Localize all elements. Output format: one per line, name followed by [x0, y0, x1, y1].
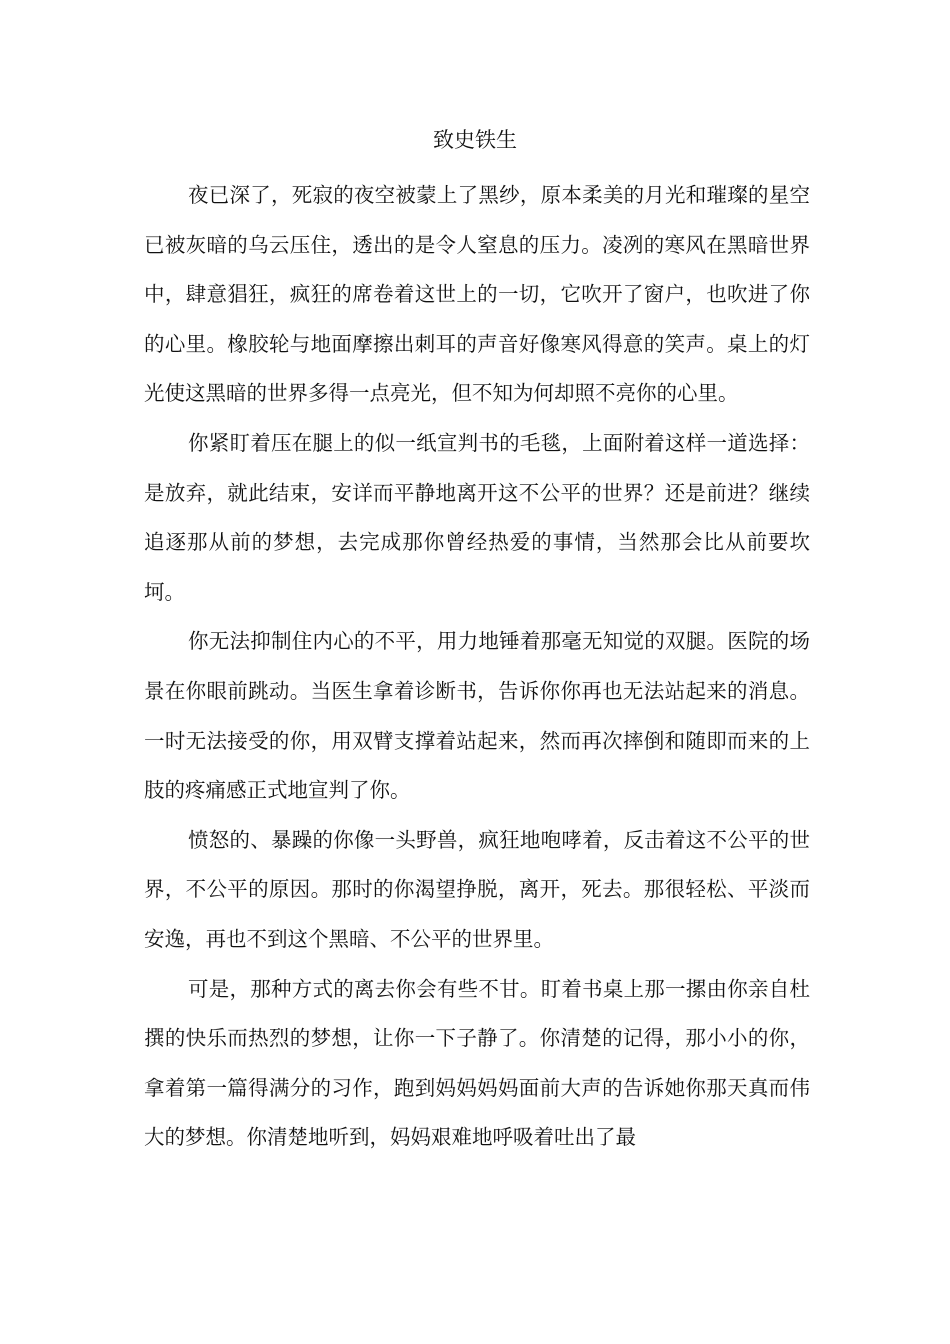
paragraph-4: 愤怒的、暴躁的你像一头野兽，疯狂地咆哮着，反击着这不公平的世界，不公平的原因。那时的你渴望挣脱，离开，死去。那很轻松、平淡而安逸，再也不到这个黑暗、不公平的世界里。	[144, 827, 810, 951]
paragraph-1: 夜已深了，死寂的夜空被蒙上了黑纱，原本柔美的月光和璀璨的星空已被灰暗的乌云压住，透出的是令人窒息的压力。凌冽的寒风在黑暗世界中，肆意猖狂，疯狂的席卷着这世上的一切，它吹开了窗户，也吹进了你的心里。橡胶轮与地面摩擦出刺耳的声音好像寒风得意的笑声。桌上的灯光使这黑暗的世界多得一点亮光，但不知为何却照不亮你的心里。	[144, 183, 810, 406]
paragraph-2: 你紧盯着压在腿上的似一纸宣判书的毛毯，上面附着这样一道选择：是放弃，就此结束，安详而平静地离开这不公平的世界？还是前进？继续追逐那从前的梦想，去完成那你曾经热爱的事情，当然那会比从前要坎坷。	[144, 430, 810, 604]
document-title: 致史铁生	[433, 128, 517, 152]
paragraph-3: 你无法抑制住内心的不平，用力地锤着那毫无知觉的双腿。医院的场景在你眼前跳动。当医生拿着诊断书，告诉你你再也无法站起来的消息。一时无法接受的你，用双臂支撑着站起来，然而再次摔倒和随即而来的上肢的疼痛感正式地宣判了你。	[144, 629, 810, 803]
document-body	[144, 171, 810, 1163]
paragraph-5: 可是，那种方式的离去你会有些不甘。盯着书桌上那一摞由你亲自杜撰的快乐而热烈的梦想，让你一下子静了。你清楚的记得，那小小的你，拿着第一篇得满分的习作，跑到妈妈妈妈面前大声的告诉她你那天真而伟大的梦想。你清楚地听到，妈妈艰难地呼吸着吐出了最	[144, 976, 810, 1150]
